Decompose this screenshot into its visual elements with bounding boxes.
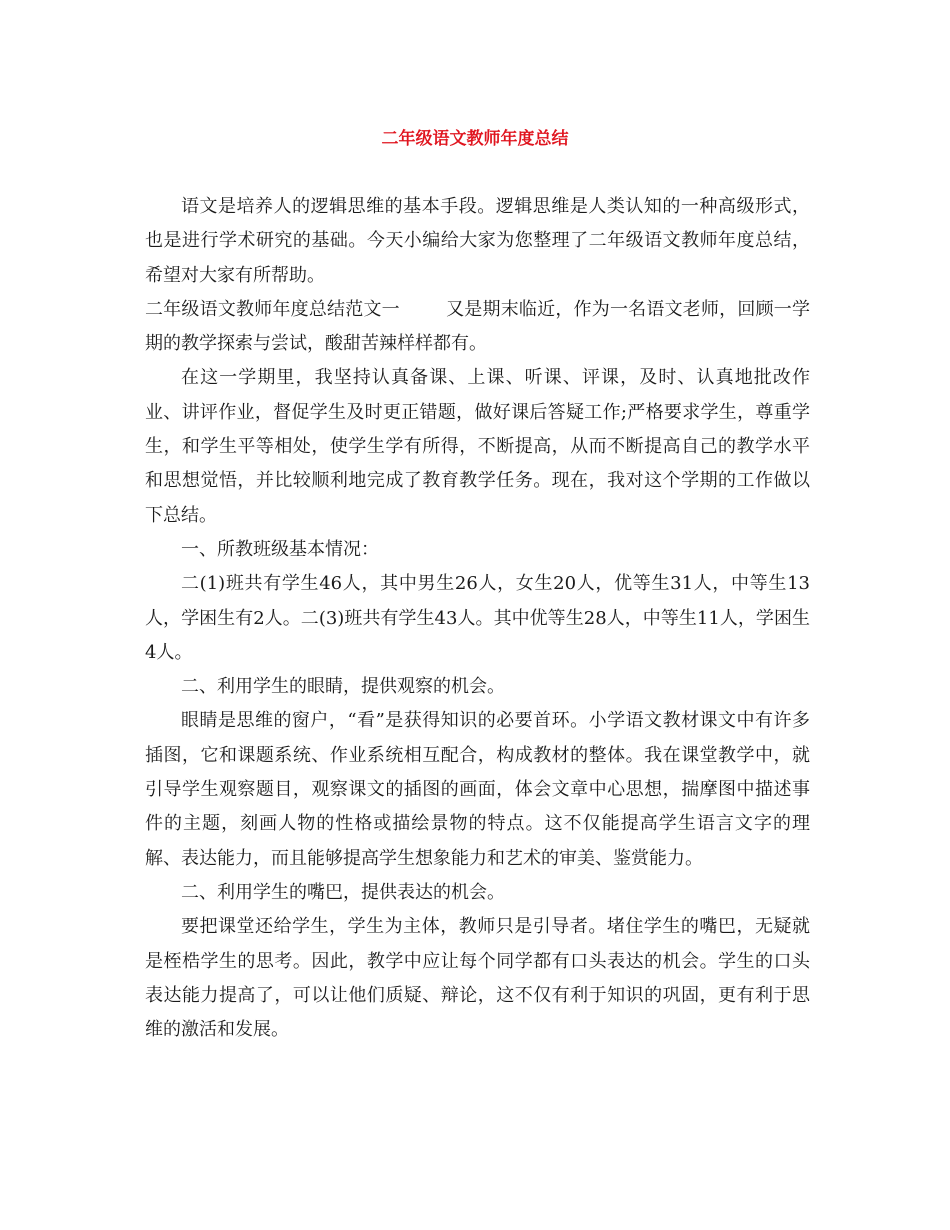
- paragraph-class-stats: [145, 567, 810, 670]
- sample-heading-label: 二年级语文教师年度总结范文一: [145, 298, 400, 320]
- paragraph-text: 一、所教班级基本情况：: [181, 538, 379, 560]
- paragraph-text: 二(1)班共有学生46人，其中男生26人，女生20人，优等生31人，中等生13人，学困生有2人。二(3)班共有学生43人。其中优等生28人，中等生11人，学困生4人。: [145, 573, 810, 663]
- paragraph-eyes: [145, 704, 810, 875]
- document-title: 二年级语文教师年度总结: [381, 129, 569, 149]
- paragraph-text: 要把课堂还给学生，学生为主体，教师只是引导者。堵住学生的嘴巴，无疑就是桎梏学生的思考。因此，教学中应让每个同学都有口头表达的机会。学生的口头表达能力提高了，可以让他们质疑、辩论，这不仅有利于知识的巩固，更有利于思维的激活和发展。: [145, 916, 810, 1041]
- paragraph-semester: [145, 361, 810, 532]
- paragraph-text: 又是期末临近，作为一名语文老师，回顾一学期的教学探索与尝试，酸甜苦辣样样都有。: [145, 298, 811, 355]
- section-heading-class-info: [145, 533, 810, 567]
- paragraph-intro: [145, 190, 810, 293]
- paragraph-sample-heading: [145, 293, 810, 362]
- section-heading-mouth: [145, 876, 810, 910]
- paragraph-text: 语文是培养人的逻辑思维的基本手段。逻辑思维是人类认知的一种高级形式，也是进行学术研究的基础。今天小编给大家为您整理了二年级语文教师年度总结，希望对大家有所帮助。: [145, 196, 810, 286]
- paragraph-text: 眼睛是思维的窗户，“看”是获得知识的必要首环。小学语文教材课文中有许多插图，它和课题系统、作业系统相互配合，构成教材的整体。我在课堂教学中，就引导学生观察题目，观察课文的插图的画面，体会文章中心思想，揣摩图中描述事件的主题，刻画人物的性格或描绘景物的特点。这不仅能提高学生语言文字的理解、表达能力，而且能够提高学生想象能力和艺术的审美、鉴赏能力。: [145, 710, 810, 869]
- paragraph-text: 在这一学期里，我坚持认真备课、上课、听课、评课，及时、认真地批改作业、讲评作业，督促学生及时更正错题，做好课后答疑工作;严格要求学生，尊重学生，和学生平等相处，使学生学有所得，不断提高，从而不断提高自己的教学水平和思想觉悟，并比较顺利地完成了教育教学任务。现在，我对这个学期的工作做以下总结。: [145, 367, 810, 526]
- paragraph-text: 二、利用学生的嘴巴，提供表达的机会。: [181, 881, 505, 903]
- paragraph-text: 二、利用学生的眼睛，提供观察的机会。: [181, 676, 505, 698]
- paragraph-mouth: [145, 910, 810, 1047]
- section-heading-eyes: [145, 670, 810, 704]
- document-body: [145, 190, 810, 1047]
